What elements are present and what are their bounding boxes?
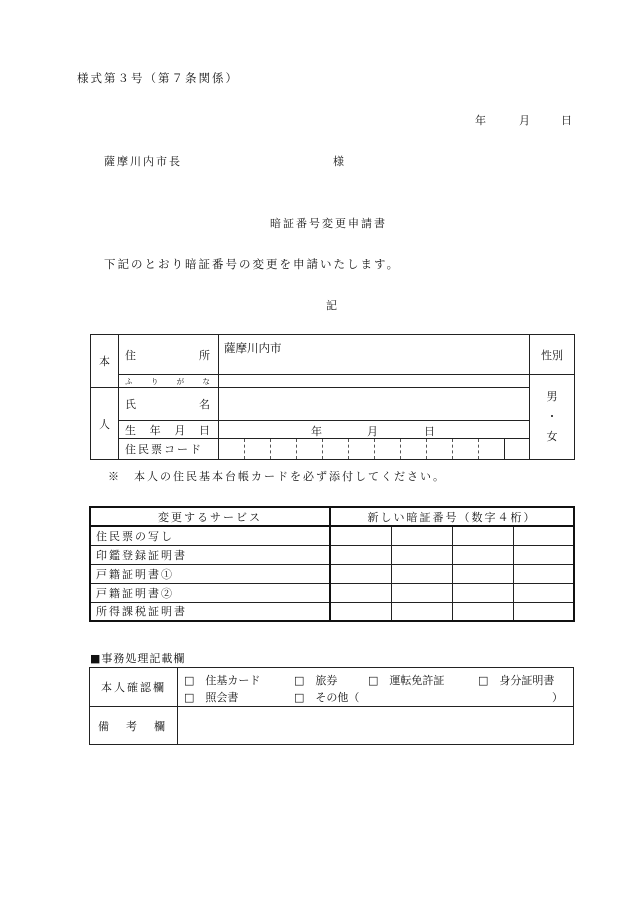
addressee-sama: 様 [333, 155, 344, 168]
address-field[interactable] [219, 335, 530, 375]
furigana-label: ふ り が な [119, 375, 219, 388]
pin-digit[interactable] [513, 526, 574, 545]
option-other[interactable]: □ その他（ [294, 691, 360, 704]
pin-digit[interactable] [391, 583, 452, 602]
code-digit[interactable] [297, 439, 323, 459]
name-field[interactable] [219, 388, 530, 421]
dob-day-unit: 日 [424, 425, 435, 438]
ki-label: 記 [326, 299, 337, 312]
service-item: 所得課税証明書 [90, 602, 330, 621]
section-honnin-top: 本 [91, 335, 119, 388]
code-digit[interactable] [479, 439, 505, 459]
code-digit[interactable] [245, 439, 271, 459]
code-field[interactable] [219, 439, 530, 460]
option-other-close: ） [552, 691, 563, 704]
pin-digit[interactable] [330, 602, 391, 621]
code-digit[interactable] [427, 439, 453, 459]
office-table [89, 667, 574, 745]
dob-label: 生 年 月 日 [119, 421, 219, 439]
document-title: 暗証番号変更申請書 [270, 217, 387, 230]
dob-year-unit: 年 [311, 425, 322, 438]
address-label: 住 所 [119, 335, 219, 375]
pin-digit[interactable] [391, 602, 452, 621]
pin-digit[interactable] [452, 545, 513, 564]
remarks-label: 備 考 欄 [90, 707, 178, 745]
pin-digit[interactable] [513, 564, 574, 583]
service-item: 住民票の写し [90, 526, 330, 545]
services-header-service: 変更するサービス [90, 507, 330, 526]
pin-digit[interactable] [513, 602, 574, 621]
pin-digit[interactable] [391, 526, 452, 545]
option-drivers-license[interactable]: □ 運転免許証 [368, 674, 445, 687]
section-honnin-bottom: 人 [91, 388, 119, 460]
pin-digit[interactable] [513, 545, 574, 564]
remarks-field[interactable] [178, 707, 574, 745]
attachment-note: ※ 本人の住民基本台帳カードを必ず添付してください。 [108, 470, 446, 483]
furigana-field[interactable] [219, 375, 530, 388]
gender-label: 性別 [530, 335, 575, 375]
date-month-label: 月 [519, 114, 530, 127]
code-digit[interactable] [375, 439, 401, 459]
pin-digit[interactable] [452, 583, 513, 602]
code-digit[interactable] [219, 439, 245, 459]
option-passport[interactable]: □ 旅券 [294, 674, 338, 687]
address-value: 薩摩川内市 [224, 341, 282, 355]
office-heading: ■事務処理記載欄 [90, 652, 186, 665]
name-label: 氏 名 [119, 388, 219, 421]
gender-options[interactable] [530, 375, 575, 460]
pin-digit[interactable] [330, 526, 391, 545]
gender-female: 女 [546, 430, 558, 443]
dob-month-unit: 月 [367, 425, 378, 438]
addressee-mayor: 薩摩川内市長 [104, 155, 182, 168]
dob-field[interactable] [219, 421, 530, 439]
id-check-label: 本人確認欄 [90, 668, 178, 707]
id-check-options [178, 668, 574, 707]
pin-digit[interactable] [330, 583, 391, 602]
code-digit[interactable] [401, 439, 427, 459]
services-table [89, 506, 575, 622]
pin-digit[interactable] [330, 545, 391, 564]
code-digit[interactable] [271, 439, 297, 459]
gender-dot: ・ [546, 410, 558, 423]
code-digit[interactable] [349, 439, 375, 459]
gender-male: 男 [546, 390, 558, 403]
code-digit[interactable] [453, 439, 479, 459]
services-header-pin: 新しい暗証番号（数字４桁） [330, 507, 574, 526]
code-tail [505, 439, 529, 459]
pin-digit[interactable] [391, 564, 452, 583]
code-label: 住民票コード [119, 439, 219, 460]
form-number: 様式第３号（第７条関係） [77, 71, 239, 85]
applicant-table [90, 334, 575, 460]
option-inquiry-letter[interactable]: □ 照会書 [184, 691, 239, 704]
pin-digit[interactable] [452, 602, 513, 621]
service-item: 戸籍証明書② [90, 583, 330, 602]
intro-text: 下記のとおり暗証番号の変更を申請いたします。 [104, 257, 401, 271]
pin-digit[interactable] [513, 583, 574, 602]
service-item: 戸籍証明書① [90, 564, 330, 583]
pin-digit[interactable] [452, 526, 513, 545]
date-day-label: 日 [561, 114, 572, 127]
pin-digit[interactable] [330, 564, 391, 583]
pin-digit[interactable] [452, 564, 513, 583]
service-item: 印鑑登録証明書 [90, 545, 330, 564]
code-digit[interactable] [323, 439, 349, 459]
code-digit-boxes [219, 439, 529, 459]
option-id-certificate[interactable]: □ 身分証明書 [478, 674, 555, 687]
pin-digit[interactable] [391, 545, 452, 564]
option-juki-card[interactable]: □ 住基カード [184, 674, 261, 687]
date-year-label: 年 [475, 114, 486, 127]
